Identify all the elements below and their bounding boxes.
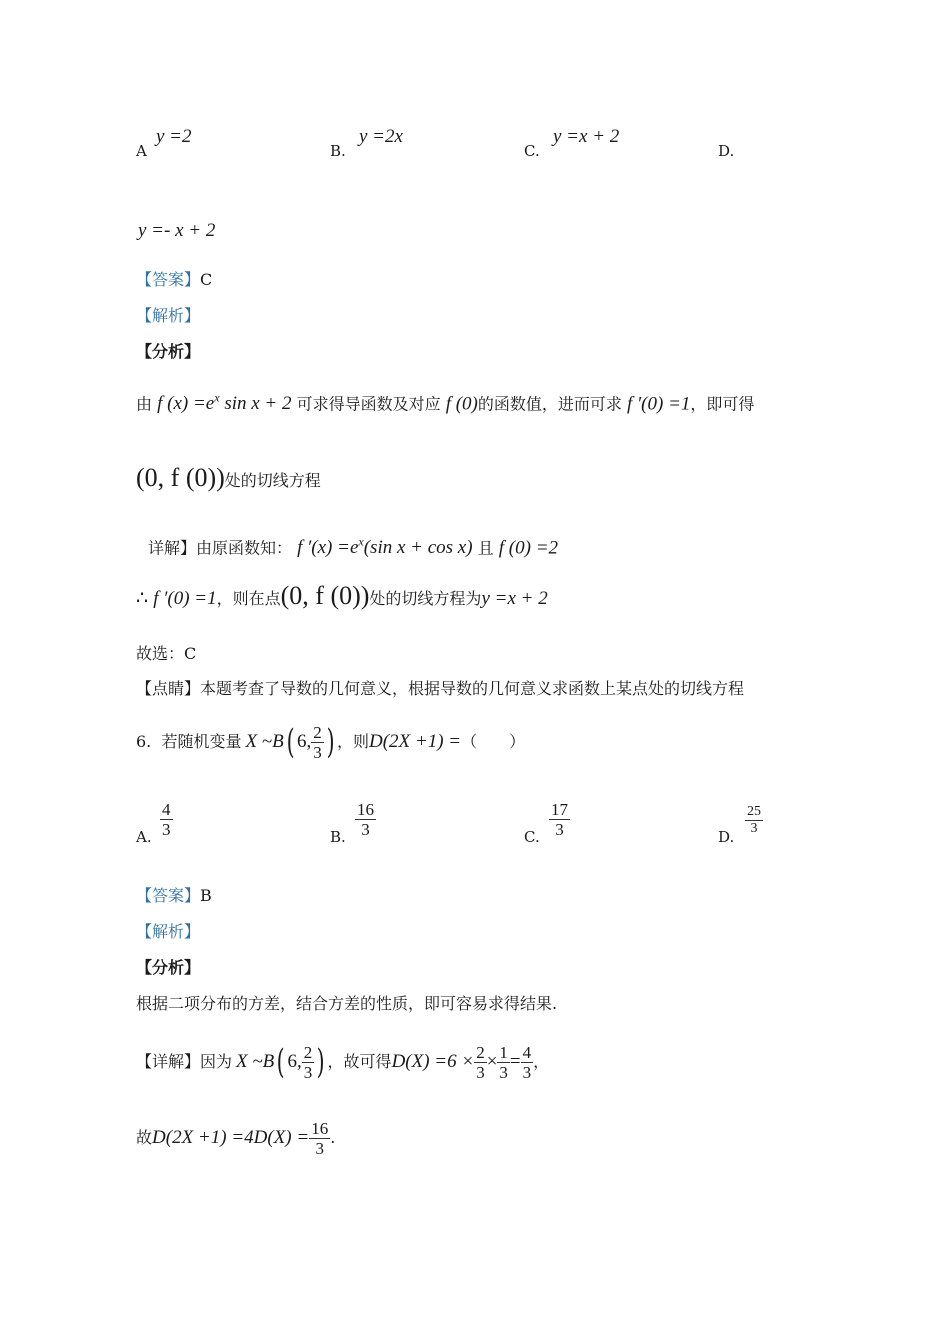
right-paren: ) <box>316 1042 325 1082</box>
q6-option-a-label: A. <box>136 828 152 846</box>
derivative-expr: f $'(x) =e^x(\sin$ x + cos x) <box>297 535 473 559</box>
q6-answer <box>136 886 212 906</box>
final-fraction: $\frac{16}{3}$ <box>311 1118 329 1158</box>
function-expr: f $(x) =e^x$ sin x + 2 <box>157 391 292 415</box>
q6-stem-text1: 若随机变量 <box>161 732 242 751</box>
q5-answer <box>136 270 212 290</box>
q5-option-c-label: C. <box>524 142 540 160</box>
times-symbol: × <box>486 1051 498 1072</box>
analysis-end: ，即可得 <box>690 394 755 414</box>
left-paren: ( <box>276 1042 285 1082</box>
f0-expr: f (0) <box>445 393 478 415</box>
q6-option-c-label: C. <box>524 828 540 846</box>
q5-choose: 故选：C <box>136 644 197 663</box>
final-expr: D(2X +1) =4D(X) = <box>152 1127 310 1148</box>
fraction-one-third: $\frac{1}{3}$ <box>499 1042 508 1082</box>
analysis-mid: 可求得导函数及对应 <box>296 394 441 414</box>
answer-tag: 【答案】 <box>136 886 201 905</box>
analysis-prefix: 由 <box>136 394 153 414</box>
q6-option-a-fraction: $\frac{4}{3}$ <box>162 800 171 839</box>
q5-option-a-expr: y =2 <box>156 126 192 147</box>
param-n: 6, <box>296 731 312 752</box>
answer-value: B <box>200 886 212 905</box>
final-end: . <box>330 1128 336 1147</box>
q6-stem <box>136 722 525 762</box>
therefore-symbol: ∴ <box>136 588 149 609</box>
q6-option-b-label: B. <box>330 828 346 846</box>
q5-dianjing: 【点睛】本题考查了导数的几何意义，根据导数的几何意义求函数上某点处的切线方程 <box>136 679 745 698</box>
q6-option-b-fraction: $\frac{16}{3}$ <box>357 800 374 839</box>
q6-detail <box>136 1040 549 1084</box>
final-prefix: 故 <box>136 1128 153 1147</box>
analysis-line2-text: 处的切线方程 <box>224 471 321 490</box>
detail-tag: 详解】由原函数知： <box>148 538 293 558</box>
distribution-expr: X ~B <box>236 1051 275 1072</box>
tangent-line-expr: y =x + 2 <box>481 588 548 609</box>
q5-option-d-label: D. <box>718 142 735 160</box>
analysis-mid2: 的函数值，进而可求 <box>477 394 622 414</box>
q5-option-b-expr: y =2x <box>359 126 403 147</box>
left-paren: ( <box>286 722 295 762</box>
q6-stem-text2: ，则 <box>336 732 369 751</box>
right-paren: ) <box>326 722 335 762</box>
point-expr: (0, f (0)) <box>136 463 225 492</box>
detail-end: ， <box>533 1052 550 1071</box>
therefore-text1: ，则在点 <box>216 589 281 608</box>
q6-final <box>136 1116 335 1160</box>
q5-analysis-line1 <box>136 388 754 414</box>
answer-value: C <box>200 270 213 289</box>
distribution-expr: X ~B <box>245 731 284 752</box>
q6-number: 6. <box>136 732 152 751</box>
q5-option-d-expr: y =- x + 2 <box>138 220 216 241</box>
therefore-text2: 处的切线方程为 <box>369 589 482 608</box>
q6-jiexi-tag: 【解析】 <box>136 922 201 941</box>
fraction-two-thirds: $\frac{2}{3}$ <box>476 1042 485 1082</box>
q6-option-d-fraction: $\frac{25}{3}$ <box>747 804 761 836</box>
detail-and: 且 <box>477 538 494 558</box>
q6-fenxi-tag: 【分析】 <box>136 958 201 977</box>
q5-fenxi-tag: 【分析】 <box>136 342 201 361</box>
q6-option-c-fraction: $\frac{17}{3}$ <box>551 800 568 839</box>
fraction-four-thirds: $\frac{4}{3}$ <box>522 1042 532 1082</box>
param-p-fraction: $\frac{2}{3}$ <box>313 722 322 762</box>
q5-detail <box>148 532 558 558</box>
param-p-fraction: $\frac{2}{3}$ <box>303 1042 313 1082</box>
f0-value-expr: f (0) =2 <box>498 537 559 559</box>
variance-question-expr: D(2X +1) = <box>369 731 462 752</box>
param-n: 6, <box>287 1051 302 1072</box>
answer-tag: 【答案】 <box>136 270 201 289</box>
q5-option-b-label: B. <box>330 142 346 160</box>
q5-jiexi-tag: 【解析】 <box>136 306 201 325</box>
q5-option-c-expr: y =x + 2 <box>553 126 620 147</box>
equals-symbol: = <box>509 1051 521 1072</box>
fprime-expr: f ′(0) =1 <box>627 393 691 415</box>
variance-expr: D(X) =6 × <box>391 1051 475 1072</box>
fprime-value-expr: f ′(0) =1 <box>153 588 217 609</box>
detail-text: ，故可得 <box>327 1052 392 1071</box>
point-expr: (0, f (0)) <box>280 581 370 610</box>
answer-blank: （ ） <box>461 732 526 751</box>
detail-tag: 【详解】因为 <box>136 1052 233 1071</box>
q6-analysis: 根据二项分布的方差，结合方差的性质，即可容易求得结果. <box>136 994 558 1013</box>
q5-therefore <box>136 581 548 610</box>
q5-option-a-label: A <box>136 142 147 160</box>
q6-option-d-label: D. <box>718 828 735 846</box>
q5-analysis-line2 <box>136 463 321 492</box>
